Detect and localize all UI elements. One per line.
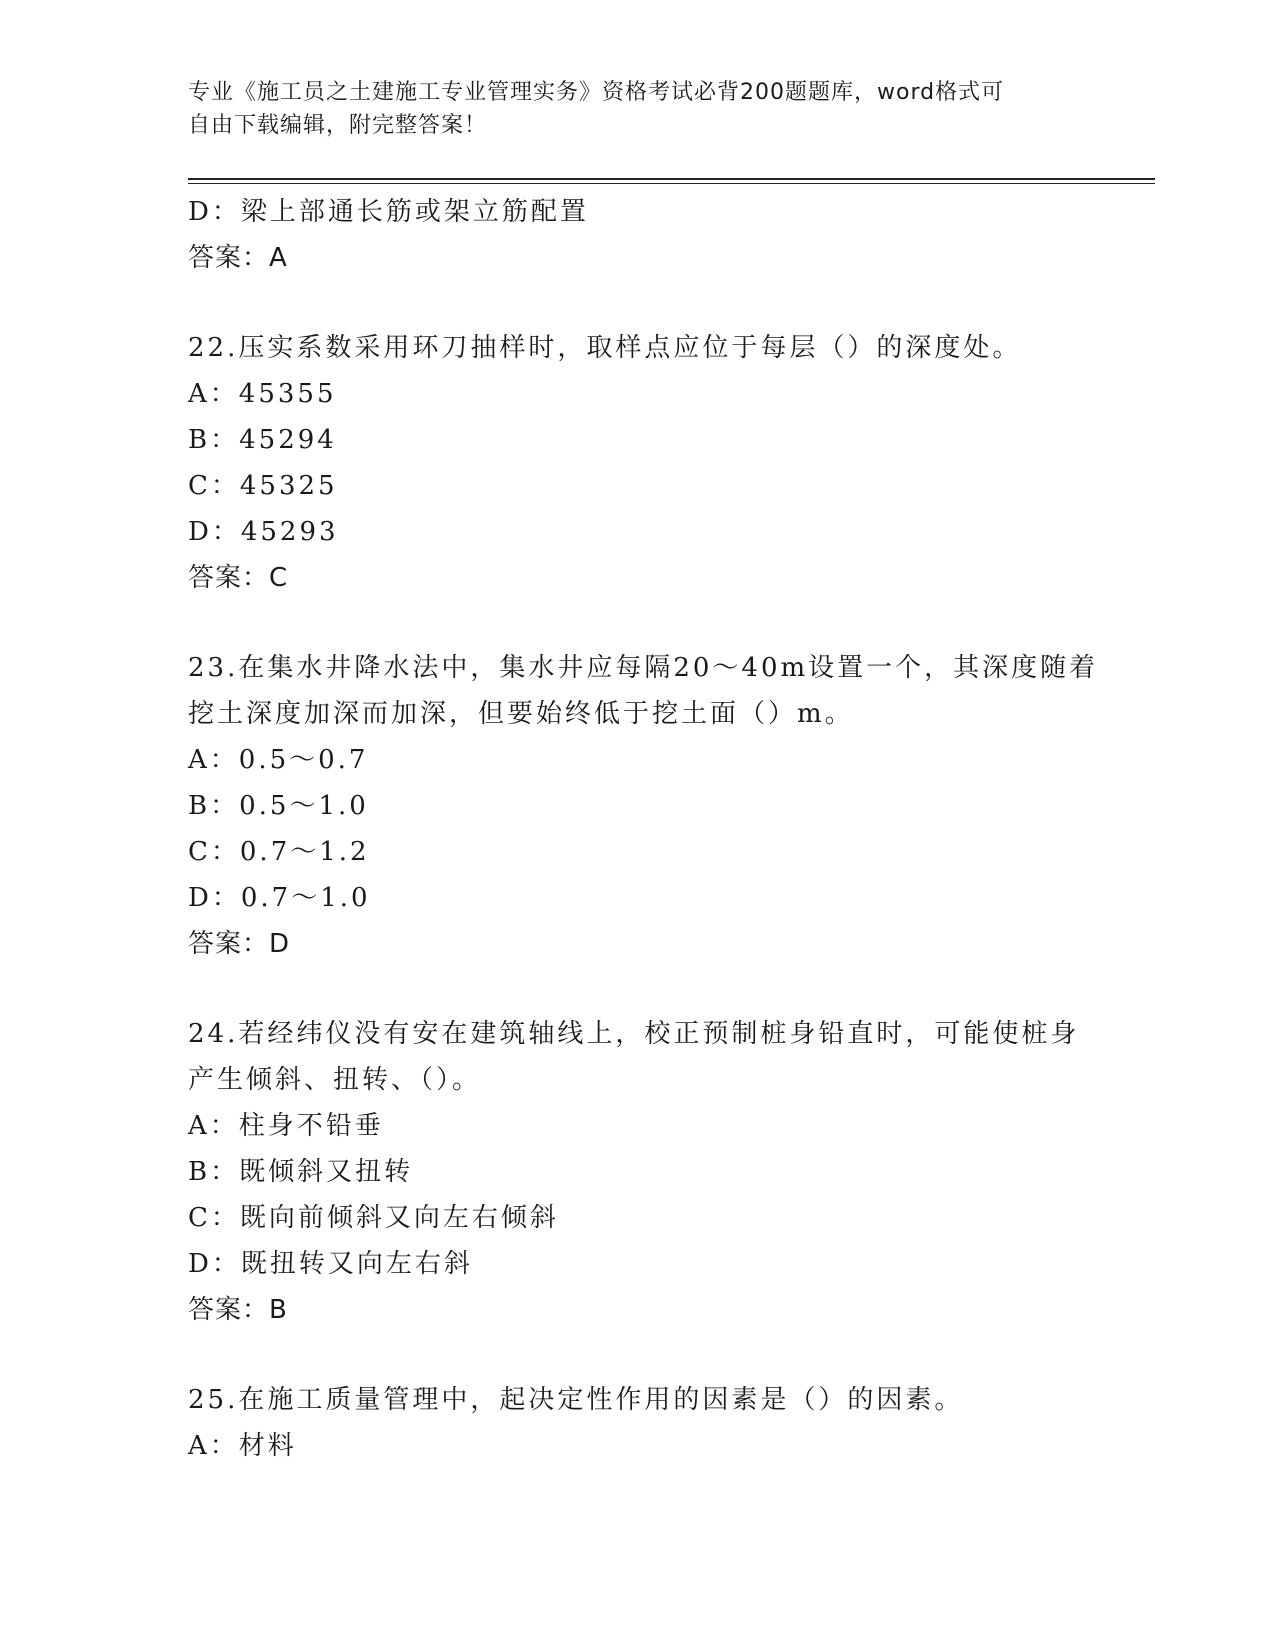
- answer: 答案：B: [188, 1295, 288, 1325]
- question-22: [188, 325, 1088, 601]
- option-a: A：柱身不铅垂: [188, 1111, 384, 1141]
- question-25: [188, 1377, 1088, 1469]
- question-stem-cont: 挖土深度加深而加深，但要始终低于挖土面（）m。: [188, 699, 854, 729]
- question-23: [188, 645, 1099, 967]
- question-stem-cont: 产生倾斜、扭转、（）。: [188, 1065, 482, 1095]
- answer: 答案：C: [188, 563, 289, 593]
- spacer: [188, 1333, 1088, 1377]
- option-a: A：0.5～0.7: [188, 745, 369, 775]
- option-d: D：45293: [188, 517, 339, 547]
- option-d: D：0.7～1.0: [188, 883, 371, 913]
- header-divider-thin: [188, 183, 1155, 184]
- option-a: A：材料: [188, 1431, 297, 1461]
- question-stem: 22.压实系数采用环刀抽样时，取样点应位于每层（）的深度处。: [188, 333, 1022, 363]
- question-list: [188, 189, 1099, 1469]
- option-b: B：45294: [188, 425, 337, 455]
- question-stem: 23.在集水井降水法中，集水井应每隔20～40m设置一个，其深度随着: [188, 653, 1099, 683]
- question-stem: 24.若经纬仪没有安在建筑轴线上，校正预制桩身铅直时，可能使桩身: [188, 1019, 1080, 1049]
- spacer: [188, 967, 1088, 1011]
- prev-answer: 答案：A: [188, 243, 288, 273]
- option-c: C：45325: [188, 471, 338, 501]
- answer: 答案：D: [188, 929, 291, 959]
- option-b: B：0.5～1.0: [188, 791, 369, 821]
- question-24: [188, 1011, 1088, 1333]
- header-divider-thick: [188, 178, 1155, 180]
- option-d: D：既扭转又向左右斜: [188, 1249, 473, 1279]
- question-stem: 25.在施工质量管理中，起决定性作用的因素是（）的因素。: [188, 1385, 964, 1415]
- spacer: [188, 281, 1088, 325]
- document-header: [188, 76, 1088, 142]
- spacer: [188, 601, 1088, 645]
- option-c: C：0.7～1.2: [188, 837, 370, 867]
- prev-option-d: D：梁上部通长筋或架立筋配置: [188, 197, 589, 227]
- header-line-2: 自由下载编辑，附完整答案！: [188, 113, 488, 138]
- header-line-1: 专业《施工员之土建施工专业管理实务》资格考试必背200题题库，word格式可: [188, 80, 1005, 105]
- option-a: A：45355: [188, 379, 337, 409]
- option-b: B：既倾斜又扭转: [188, 1157, 414, 1187]
- option-c: C：既向前倾斜又向左右倾斜: [188, 1203, 559, 1233]
